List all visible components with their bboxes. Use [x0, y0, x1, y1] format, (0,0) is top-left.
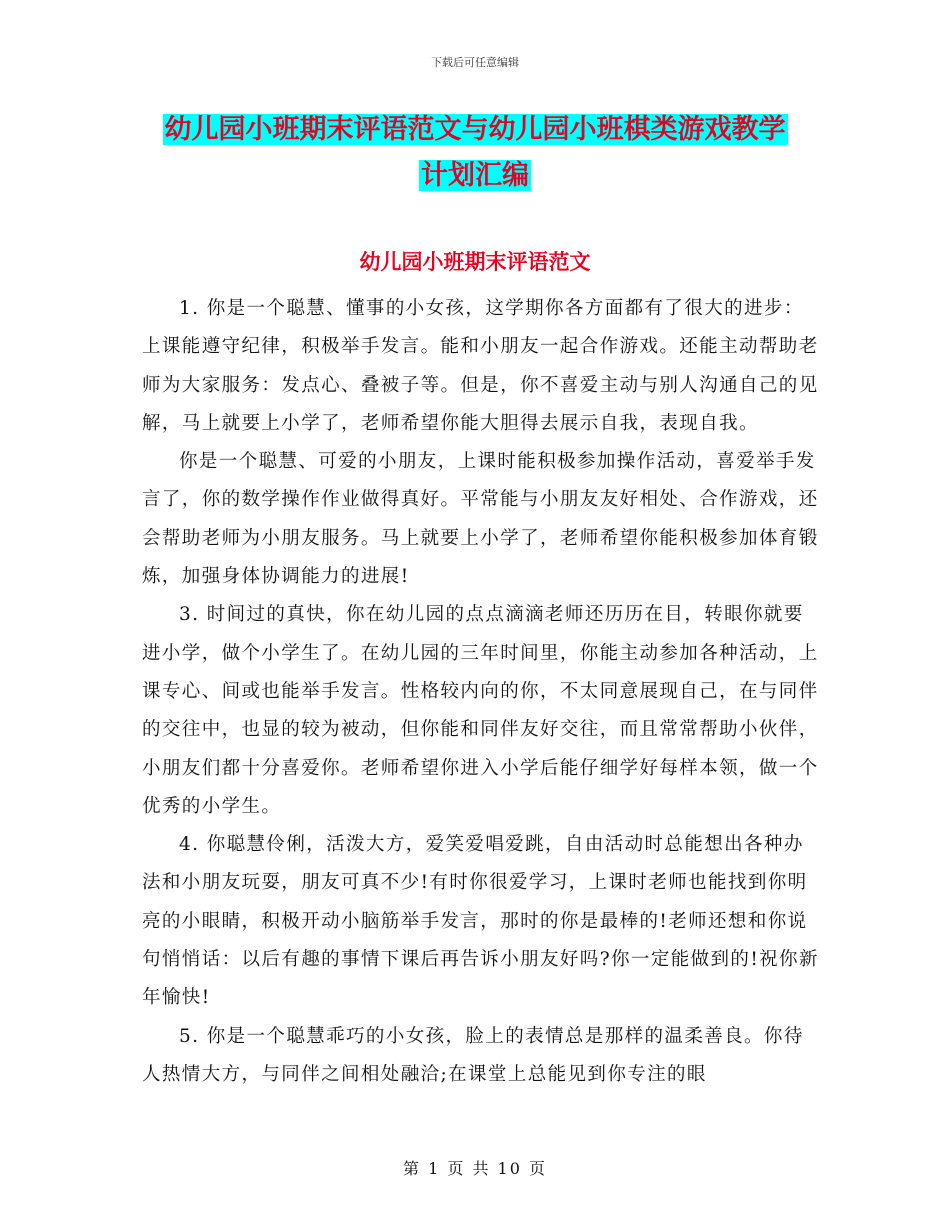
document-body [142, 290, 822, 1094]
page-footer: 第 1 页 共 10 页 [403, 1159, 547, 1178]
document-title-text-2: 计划汇编 [421, 160, 529, 191]
header-note: 下载后可任意编辑 [431, 56, 519, 69]
paragraph-2: 你是一个聪慧、可爱的小朋友，上课时能积极参加操作活动，喜爱举手发言了，你的数学操作作业做得真好。平常能与小朋友友好相处、合作游戏，还会帮助老师为小朋友服务。马上就要上小学了，老师希望你能积极参加体育锻炼，加强身体协调能力的进展! [142, 451, 819, 588]
paragraph-4: 4. 你聪慧伶俐，活泼大方，爱笑爱唱爱跳，自由活动时总能想出各种办法和小朋友玩耍，朋友可真不少!有时你很爱学习，上课时老师也能找到你明亮的小眼睛，积极开动小脑筋举手发言，那时的你是最棒的!老师还想和你说句悄悄话：以后有趣的事情下课后再告诉小朋友好吗?你一定能做到的!祝你新年愉快! [142, 834, 819, 1009]
paragraph-3: 3. 时间过的真快，你在幼儿园的点点滴滴老师还历历在目，转眼你就要进小学，做个小学生了。在幼儿园的三年时间里，你能主动参加各种活动，上课专心、间或也能举手发言。性格较内向的你，不太同意展现自己，在与同伴的交往中，也显的较为被动，但你能和同伴友好交往，而且常常帮助小伙伴，小朋友们都十分喜爱你。老师希望你进入小学后能仔细学好每样本领，做一个优秀的小学生。 [142, 604, 819, 817]
document-title-line-1 [0, 110, 950, 150]
document-title-text-1: 幼儿园小班期末评语范文与幼儿园小班棋类游戏教学 [164, 114, 786, 145]
paragraph-5: 5. 你是一个聪慧乖巧的小女孩，脸上的表情总是那样的温柔善良。你待人热情大方，与同伴之间相处融洽;在课堂上总能见到你专注的眼 [142, 1025, 804, 1085]
section-title: 幼儿园小班期末评语范文 [359, 249, 591, 274]
paragraph-1: 1. 你是一个聪慧、懂事的小女孩，这学期你各方面都有了很大的进步：上课能遵守纪律，积极举手发言。能和小朋友一起合作游戏。还能主动帮助老师为大家服务：发点心、叠被子等。但是，你不喜爱主动与别人沟通自己的见解，马上就要上小学了，老师希望你能大胆得去展示自我，表现自我。 [142, 298, 819, 434]
document-title-line-2 [0, 156, 950, 196]
